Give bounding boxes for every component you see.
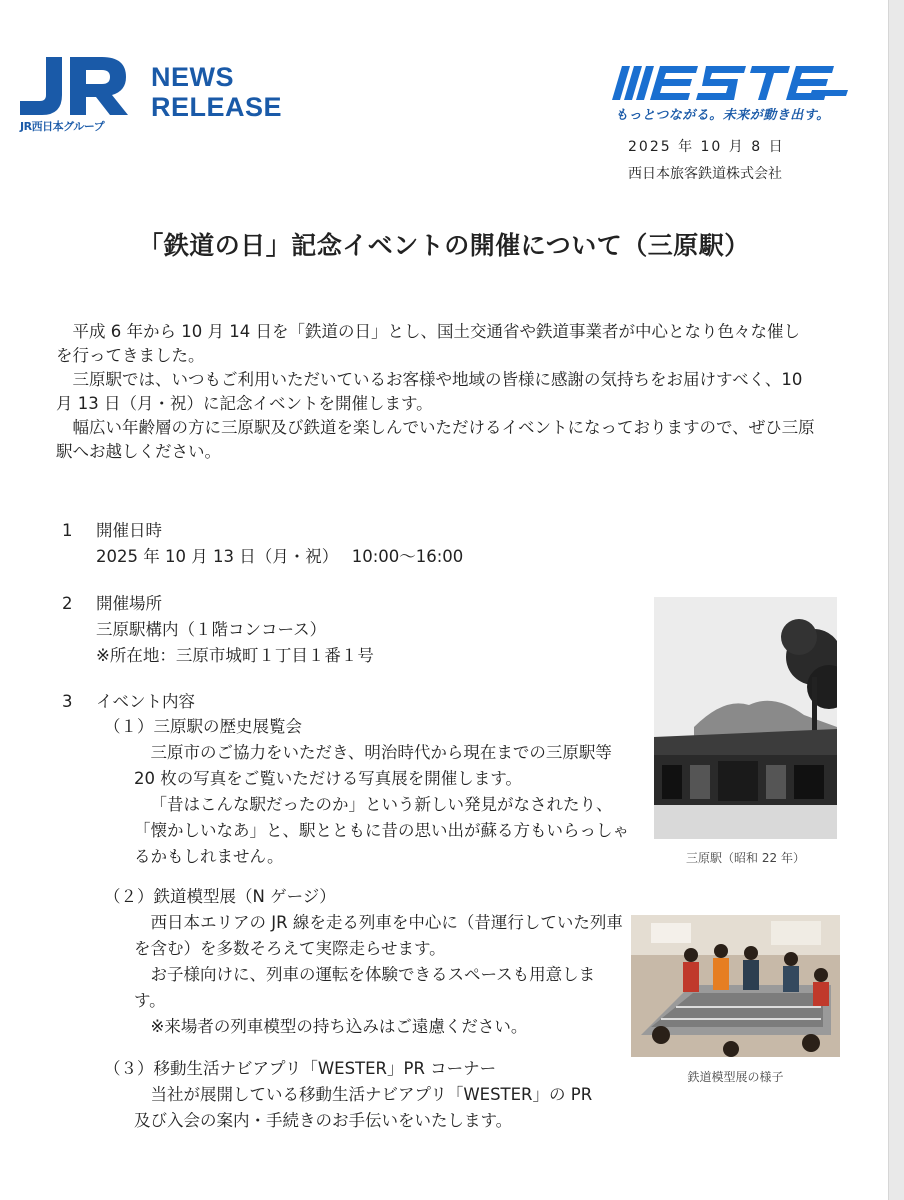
section-events xyxy=(62,689,622,715)
section-heading: 開催日時 xyxy=(96,521,162,540)
venue-name: 三原駅構内（１階コンコース） xyxy=(96,620,327,639)
page-title: 「鉄道の日」記念イベントの開催について（三原駅） xyxy=(138,231,750,260)
section-heading: イベント内容 xyxy=(96,692,195,711)
wester-tagline: もっとつながる。未来が動き出す。 xyxy=(615,108,830,123)
event-note: ※来場者の列車模型の持ち込みはご遠慮ください。 xyxy=(150,1017,528,1036)
event-wester-pr xyxy=(104,1056,604,1134)
intro-paragraph: 平成 6 年から 10 月 14 日を「鉄道の日」とし、国土交通省や鉄道事業者が中心となり色々な催しを行ってきました。 xyxy=(56,322,800,365)
section-datetime xyxy=(62,518,622,570)
news-release-heading xyxy=(151,62,282,122)
section-heading: 開催場所 xyxy=(96,594,162,613)
release-label: RELEASE xyxy=(151,92,283,122)
event-heading: （２）鉄道模型展（N ゲージ） xyxy=(104,887,336,906)
event-description: 当社が展開している移動生活ナビアプリ「WESTER」の PR 及び入会の案内・手続きのお手伝いをいたします。 xyxy=(134,1085,593,1130)
station-photo xyxy=(654,597,837,839)
news-label: NEWS xyxy=(151,62,234,92)
section-number: 2 xyxy=(62,594,73,613)
model-exhibition-caption: 鉄道模型展の様子 xyxy=(687,1070,784,1084)
event-description: 西日本エリアの JR 線を走る列車を中心に（昔運行していた列車を含む）を多数そろえて実際走らせます。 xyxy=(134,913,623,958)
event-history-exhibition xyxy=(104,714,634,870)
intro-text xyxy=(56,320,816,464)
event-model-exhibition xyxy=(104,884,624,1040)
model-exhibition-photo xyxy=(631,915,840,1057)
scrollbar[interactable] xyxy=(888,0,904,1200)
event-datetime: 2025 年 10 月 13 日（月・祝） 10:00～16:00 xyxy=(96,547,464,566)
company-name: 西日本旅客鉄道株式会社 xyxy=(628,166,782,182)
event-heading: （１）三原駅の歴史展覧会 xyxy=(104,717,302,736)
section-venue xyxy=(62,591,622,669)
station-photo-caption: 三原駅（昭和 22 年） xyxy=(686,851,805,865)
event-heading: （３）移動生活ナビアプリ「WESTER」PR コーナー xyxy=(104,1059,497,1078)
event-description: 三原市のご協力をいただき、明治時代から現在までの三原駅等 20 枚の写真をご覧いただける写真展を開催します。 xyxy=(134,743,612,788)
event-description: お子様向けに、列車の運転を体験できるスペースも用意します。 xyxy=(134,965,596,1010)
wester-logo xyxy=(612,64,848,104)
intro-paragraph: 三原駅では、いつもご利用いただいているお客様や地域の皆様に感謝の気持ちをお届けすべく、10 月 13 日（月・祝）に記念イベントを開催します。 xyxy=(56,370,803,413)
section-number: 1 xyxy=(62,521,73,540)
release-date: 2025 年 10 月 8 日 xyxy=(628,139,785,155)
venue-address: ※所在地：三原市城町１丁目１番１号 xyxy=(96,646,374,665)
section-number: 3 xyxy=(62,692,73,711)
intro-paragraph: 幅広い年齢層の方に三原駅及び鉄道を楽しんでいただけるイベントになっておりますので、ぜひ三原駅へお越しください。 xyxy=(56,418,815,461)
jr-group-label: JR西日本グループ xyxy=(20,120,105,133)
event-description: 「昔はこんな駅だったのか」という新しい発見がなされたり、「懐かしいなあ」と、駅とともに昔の思い出が蘇る方もいらっしゃるかもしれません。 xyxy=(134,795,629,866)
